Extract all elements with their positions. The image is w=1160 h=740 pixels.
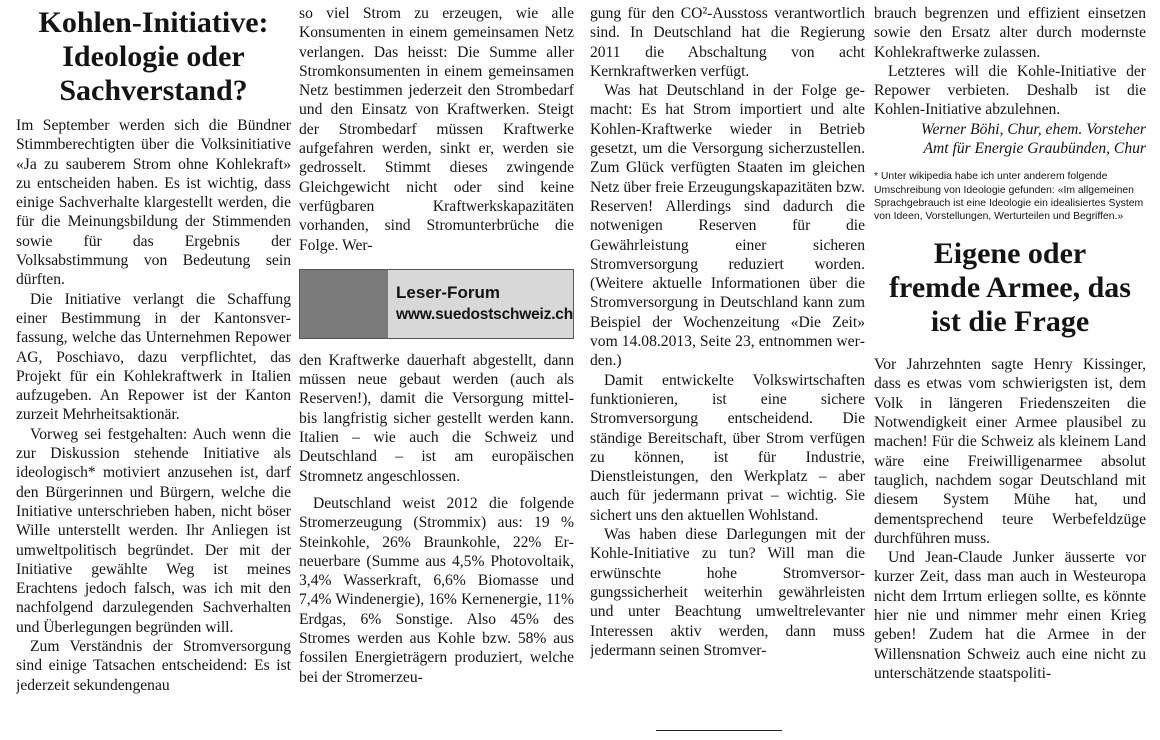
signature-line: Werner Böhi, Chur, ehem. Vorsteher	[920, 120, 1146, 138]
paragraph: Im September werden sich die Bündner Stimmberechtigten über die Volksinitiative «Ja zu sauberem Strom ohne Kohlekraft» zu entscheiden haben. Es ist wichtig, dass einige Sachverhalte klargestellt werden, die für die Meinungsbildung der Stimmenden sowie für das Ergebnis der Volksabstimmung von Bedeutung sein dürften.	[16, 117, 291, 289]
paragraph: so viel Strom zu erzeugen, wie alle Konsumenten in einem gemeinsamen Netz verlangen. Das heisst: Die Summe aller Stromkonsumenten in einem gemeinsamen Netz bestimmen jederzeit den Strombedarf und den Einsatz von Kraftwerken. Steigt der Strombedarf müssen Kraftwerke aufgefahren werden, sinkt er, werden sie gedrosselt. Stimmt dieses zwingende Gleichgewicht nicht oder sind keine verfügbaren Kraftwerkskapazitäten vorhanden, sind Stromunterbrüche die Folge. Wer-	[299, 5, 574, 254]
paragraph: Letzteres will die Kohle-Initiative der Repower verbieten. Deshalb ist die Kohlen-Initiative abzulehnen.	[874, 62, 1146, 119]
column-3	[590, 0, 865, 740]
author-signature	[874, 120, 1146, 159]
paragraph: Damit entwickelte Volkswirtschaften funktionieren, ist eine sichere Stromversorgung entscheidend. Die ständige Bereitschaft, über Strom verfügen zu können, ist für Industrie, Dienstleistungen, den Werkplatz – aber auch für jedermann privat – wichtig. Sie sichert uns den aktuellen Wohlstand.	[590, 371, 865, 524]
paragraph: den Kraftwerke dauerhaft abgestellt, dann müssen neue gebaut werden (auch als Reserven!), damit die Versorgung mittel- bis langfristig sicher gestellt werden kann. Italien – wie auch die Schweiz und Deutschland – ist am europäischen Stromnetz angeschlossen.	[299, 351, 574, 485]
article-1-headline	[16, 0, 291, 108]
paragraph: Die Initiative verlangt die Schaffung einer Bestimmung in der Kantonsverfassung, welche das Unternehmen Repower AG, Poschiavo, dazu verpflichtet, das Projekt für ein Kohlekraftwerk in Italien aufzugeben. An Repower ist der Kanton zurzeit Mehrheitsaktionär.	[16, 290, 291, 424]
paragraph: Was haben diese Darlegungen mit der Kohle-Initiative zu tun? Will man die erwünschte hohe Stromversorgungssicherheit weiterhin gewährleisten und unter Beachtung umweltrelevanter Interessen aktiv werden, dann muss jedermann seinen Stromver-	[590, 526, 865, 659]
column-1	[16, 0, 291, 740]
headline-line: fremde Armee, das	[889, 271, 1131, 305]
column-end-rule	[656, 730, 782, 731]
paragraph: brauch begrenzen und effizient einsetzen sowie den Ersatz alter durch modernste Kohlekraftwerke zulassen.	[874, 5, 1146, 61]
paragraph: Vor Jahrzehnten sagte Henry Kissinger, dass es etwas vom schwierigsten ist, dem Volk in längeren Friedenszeiten die Notwendigkeit einer Armee plausibel zu machen! Für die Schweiz als kleinem Land wäre eine Freiwilligenarmee absolut tauglich, nachdem sogar Deutschland mit diesem System Mühe hat, und dementsprechend teure Werbefeldzüge durchführen muss.	[874, 356, 1146, 547]
forum-url-link[interactable]: www.suedostschweiz.ch	[396, 305, 573, 323]
column-2	[299, 0, 574, 740]
paragraph: gung für den CO²-Ausstoss verantwortlich sind. In Deutschland hat die Regierung 2011 die Abschaltung von acht Kernkraftwerken verfügt.	[590, 5, 865, 80]
headline-line: Sachverstand?	[59, 74, 248, 107]
headline-line: ist die Frage	[930, 305, 1090, 339]
paragraph: Und Jean-Claude Junker äusserte vor kurzer Zeit, dass man auch in Westeuropa nicht dem Irrtum erliegen sollte, es könnte hier nie und nimmer mehr einen Krieg geben! Zudem hat die Armee in der Willensnation Schweiz auch eine nicht zu unterschätzende staatspoliti-	[874, 549, 1146, 682]
headline-line: Ideologie oder	[62, 40, 245, 73]
paragraph: Zum Verständnis der Stromversorgung sind einige Tatsachen entscheidend: Es ist jederzeit sekundengenau	[16, 638, 291, 694]
paragraph: Vorweg sei festgehalten: Auch wenn die zur Diskussion stehende Initiative als ideologisch* motiviert anzusehen ist, darf den Bürgerinnen und Bürgern, welche die Initiative unterschrieben haben, nicht böser Wille unterstellt werden. Ihr Anliegen ist umweltpolitisch begründet. Der mit der Initiative gewählte Weg ist meines Erachtens jedoch falsch, was ich mit den nachfolgend darzulegenden Sachverhalten und Überlegungen begründen will.	[16, 425, 291, 636]
paragraph: Deutschland weist 2012 die folgende Stromerzeugung (Strommix) aus: 19 % Steinkohle, 26% Braunkohle, 22% Erneuerbare (Summe aus 4,5% Photovoltaik, 3,4% Wasserkraft, 6,6% Biomasse und 7,4% Windenergie), 16% Kernenergie, 11% Erdgas, 6% Sonstige. Also 45% des Stromes werden aus Kohle bzw. 58% aus fossilen Energieträgern produziert, welche bei der Stromerzeu-	[299, 494, 574, 686]
leser-forum-box[interactable]	[299, 269, 574, 339]
footnote: * Unter wikipedia habe ich unter anderem folgende Umschreibung von Ideologie gefunden: «Im allgemeinen Sprachgebrauch ist eine Ideologie ein idealisiertes System von Ideen, Vorstellungen, Werturteilen und Begriffen.»	[874, 171, 1144, 222]
signature-line: Amt für Energie Graubünden, Chur	[923, 140, 1146, 158]
column-4	[874, 0, 1146, 740]
headline-line: Kohlen-Initiative:	[38, 6, 269, 39]
forum-decorative-image	[300, 270, 388, 338]
article-2-headline	[874, 237, 1146, 339]
headline-line: Eigene oder	[933, 237, 1087, 271]
forum-title: Leser-Forum	[396, 282, 500, 302]
forum-text	[388, 270, 573, 338]
paragraph: Was hat Deutschland in der Folge gemacht: Es hat Strom importiert und alte Kohlen-Kraftwerke wieder in Betrieb gesetzt, um die Versorgung sicherzustellen. Zum Glück verfügten Staaten im gleichen Netz über freie Erzeugungskapazitäten bzw. Reserven! Allerdings sind dadurch die notwenigen Reserven für die Gewährleistung einer sicheren Stromversorgung reduziert worden. (Weitere aktuelle Informationen über die Stromversorgung in Deutschland kann zum Beispiel der Wochenzeitung «Die Zeit» vom 14.08.2013, Seite 23, entnommen werden.)	[590, 82, 865, 370]
